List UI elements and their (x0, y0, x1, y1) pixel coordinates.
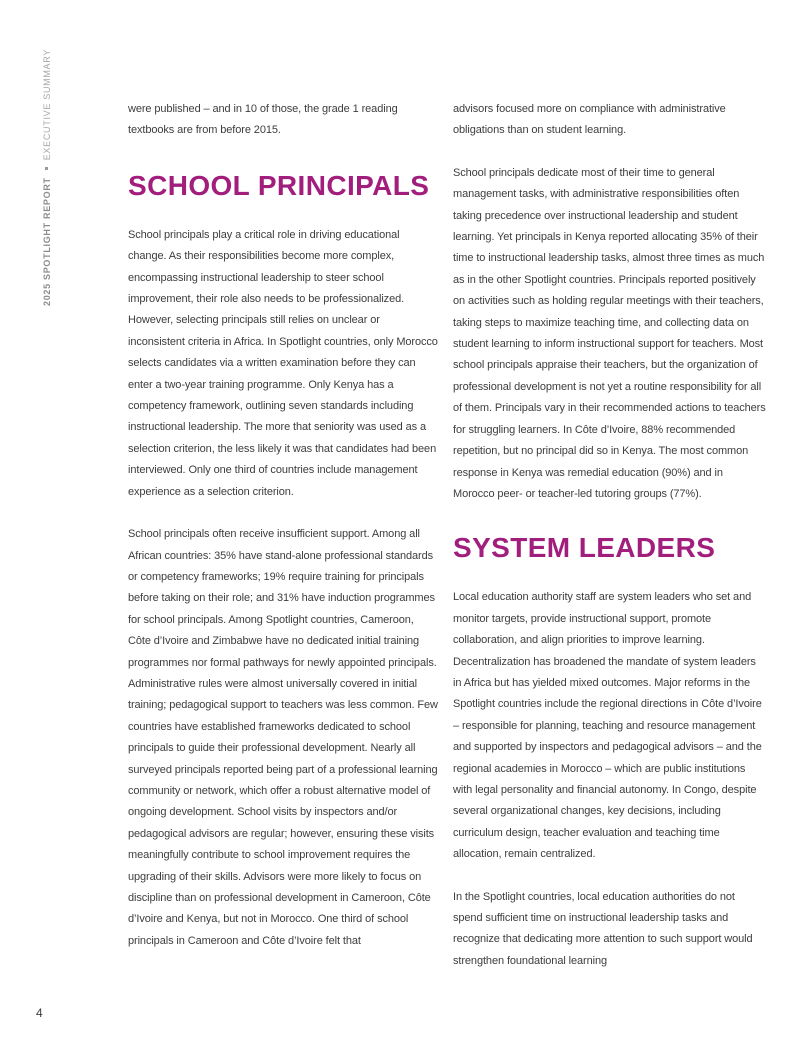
section-label: EXECUTIVE SUMMARY (42, 49, 52, 161)
sidebar-vertical-label (42, 49, 52, 306)
paragraph: School principals dedicate most of their time to general management tasks, with administrative responsibilities often taking precedence over instructional leadership and student learning. Yet principals in Kenya reported allocating 35% of their time to instructional leadership tasks, almost three times as much as in the other Spotlight countries. Principals reported positively on activities such as holding regular meetings with their teachers, taking steps to maximize teaching time, and collecting data on student learning to inform instructional support for teachers. Most school principals appraise their teachers, but the organization of professional development is not yet a routine responsibility for all of them. Principals vary in their recommended actions to teachers for struggling learners. In Côte d’Ivoire, 88% recommended repetition, but no principal did so in Kenya. The most common response in Kenya was remedial education (90%) and in Morocco peer- or teacher-led tutoring groups (77%). (453, 166, 766, 500)
paragraph: In the Spotlight countries, local education authorities do not spend sufficient time on instructional leadership tasks and recognize that dedicating more attention to such support would strengthen foundational learning (453, 890, 753, 967)
report-title-label: 2025 SPOTLIGHT REPORT (42, 177, 52, 306)
paragraph: School principals play a critical role in driving educational change. As their responsibilities become more complex, encompassing instructional leadership to steer school improvement, their role also needs to be professionalized. However, selecting principals still relies on unclear or inconsistent criteria in Africa. In Spotlight countries, only Morocco selects candidates via a written examination before they can enter a two-year training programme. Only Kenya has a competency framework, outlining seven standards including instructional leadership. The more that seniority was used as a selection criterion, the less likely it was that candidates had been interviewed. Only one third of countries include management experience as a selection criterion. (128, 228, 438, 498)
left-column (128, 99, 438, 993)
paragraph-continuation: advisors focused more on compliance with administrative obligations than on student learning. (453, 103, 726, 137)
right-column (453, 99, 766, 993)
dot-separator-icon (45, 167, 48, 170)
paragraph: Local education authority staff are system leaders who set and monitor targets, provide instructional support, promote collaboration, and align priorities to improve learning. Decentralization has broadened the mandate of system leaders in Africa but has yielded mixed outcomes. Major reforms in the Spotlight countries include the regional directions in Côte d’Ivoire – responsible for planning, teaching and resource management and supported by inspectors and pedagogical advisors – and the regional academies in Morocco – which are public institutions with legal personality and financial autonomy. In Congo, despite several organizational changes, key decisions, including curriculum design, teacher evaluation and teaching time allocation, remain centralized. (453, 591, 762, 861)
section-heading-school-principals: SCHOOL PRINCIPALS (128, 169, 430, 201)
paragraph: School principals often receive insufficient support. Among all African countries: 35% have stand-alone professional standards or competency frameworks; 19% require training for principals before taking on their role; and 31% have induction programmes for school principals. Among Spotlight countries, Cameroon, Côte d’Ivoire and Zimbabwe have no dedicated initial training programmes nor formal pathways for newly appointed principals. Administrative rules were almost universally covered in initial training; pedagogical support to teachers was less common. Few countries have established frameworks dedicated to school principals to guide their professional development. Nearly all surveyed principals reported being part of a professional learning community or network, which offer a robust alternative model of ongoing development. School visits by inspectors and/or pedagogical advisors are regular; however, ensuring these visits meaningfully contribute to school improvement requires the upgrading of their skills. Advisors were more likely to focus on discipline than on professional development in Cameroon, Côte d’Ivoire and Kenya, but not in Morocco. One third of school principals in Cameroon and Côte d’Ivoire felt that (128, 528, 438, 947)
page-content (128, 99, 766, 993)
paragraph-continuation: were published – and in 10 of those, the grade 1 reading textbooks are from before 2015. (128, 103, 398, 137)
page-number: 4 (36, 1006, 43, 1020)
section-heading-system-leaders: SYSTEM LEADERS (453, 532, 716, 564)
